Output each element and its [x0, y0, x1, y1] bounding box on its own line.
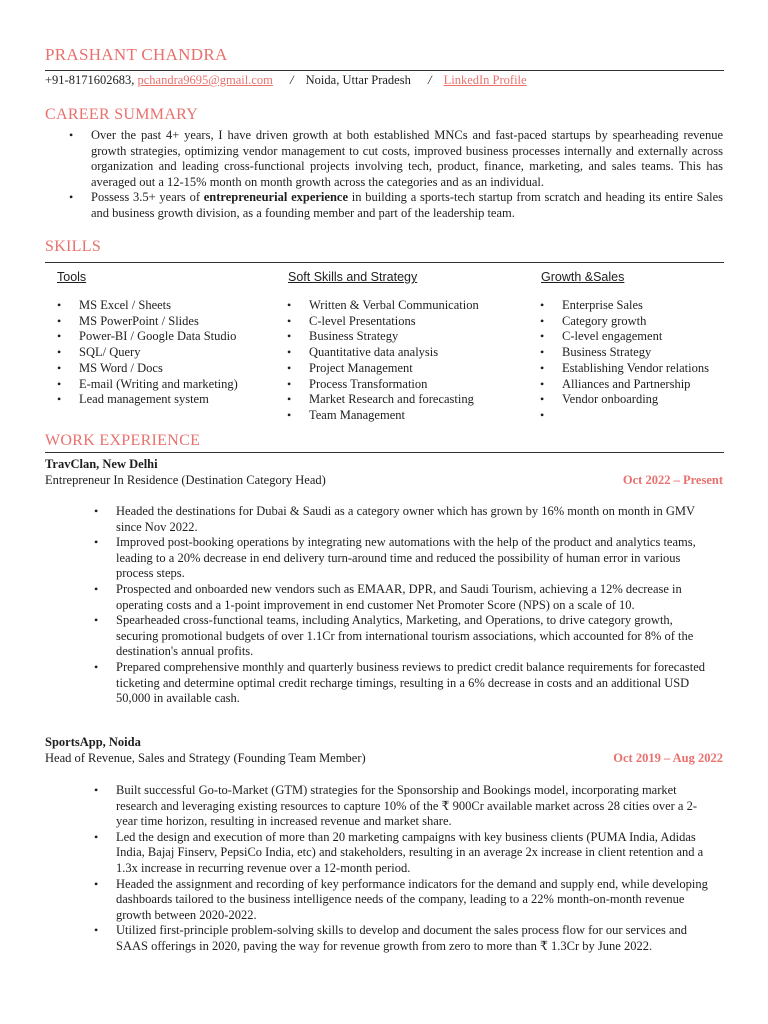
skill-item: • Category growth: [562, 314, 709, 330]
responsibility-item: • Headed the assignment and recording of key performance indicators for the demand and supply end, while developing dashboards tailored to the business intelligence needs of the company, leading to a 22% month-on-month revenue growth between 2020-2022.: [116, 877, 712, 924]
job-dates: Oct 2022 – Present: [622, 473, 723, 487]
skill-item: • Team Management: [309, 408, 479, 424]
skill-item: • Vendor onboarding: [562, 392, 709, 408]
skill-item: • Market Research and forecasting: [309, 392, 479, 408]
skill-item: • C-level Presentations: [309, 314, 479, 330]
skills-heading: SKILLS: [45, 238, 102, 255]
linkedin-link[interactable]: LinkedIn Profile: [443, 73, 527, 87]
skill-item: • Business Strategy: [309, 329, 479, 345]
skills-divider: [45, 262, 724, 263]
contact-separator: /: [290, 72, 294, 87]
skill-item: • Quantitative data analysis: [309, 345, 479, 361]
header-divider: [45, 70, 724, 71]
skills-column-soft-skills: [288, 270, 479, 424]
skills-column-heading: Growth &Sales: [541, 270, 625, 284]
summary-item: • Possess 3.5+ years of entrepreneurial experience in building a sports-tech startup from scratch and heading its entire Sales and business growth division, as a founding member and part of the leadership team.: [91, 190, 723, 221]
responsibility-item: • Utilized first-principle problem-solving skills to develop and document the sales process flow for our services and SAAS offerings in 2020, paving the way for revenue growth from zero to more than ₹ 1.3Cr by June 2022.: [116, 923, 712, 954]
job-responsibilities: [116, 504, 712, 707]
skills-column-heading: Soft Skills and Strategy: [288, 270, 418, 284]
skills-column-growth-sales: [541, 270, 709, 424]
candidate-name: PRASHANT CHANDRA: [45, 45, 228, 64]
phone-number: +91-8171602683,: [45, 73, 135, 87]
responsibility-item: • Led the design and execution of more than 20 marketing campaigns with key business clients (PUMA India, Adidas India, Bajaj Finserv, PepsiCo India, etc) and stakeholders, resulting in an average 2x increase in client retention and a 1.3x increase in recurring revenue over a 12-month period.: [116, 830, 712, 877]
skill-item: • Written & Verbal Communication: [309, 298, 479, 314]
responsibility-item: • Improved post-booking operations by integrating new automations with the help of the product and analytics teams, leading to a 20% decrease in end delivery turn-around time and reduced the possibility of human error in various process steps.: [116, 535, 712, 582]
summary-item: • Over the past 4+ years, I have driven growth at both established MNCs and fast-paced startups by spearheading revenue growth strategies, optimizing vendor management to cut costs, improved business processes internally and externally across organization and leading cross-functional projects involving tech, product, finance, marketing, and sales teams. This has averaged out a 12-15% month on month growth across the categories and as an individual.: [91, 128, 723, 190]
skills-list: [288, 298, 479, 424]
skill-item: • Power-BI / Google Data Studio: [79, 329, 238, 345]
skill-item: • Establishing Vendor relations: [562, 361, 709, 377]
contact-line: [45, 72, 527, 88]
location: Noida, Uttar Pradesh: [305, 73, 411, 87]
skill-item: • MS PowerPoint / Slides: [79, 314, 238, 330]
skills-list: [57, 298, 238, 408]
company-name: SportsApp, Noida: [45, 735, 141, 749]
job-role: Head of Revenue, Sales and Strategy (Founding Team Member): [45, 751, 366, 765]
email-link[interactable]: pchandra9695@gmail.com: [137, 73, 273, 87]
skill-item: • Project Management: [309, 361, 479, 377]
skill-item: • Alliances and Partnership: [562, 377, 709, 393]
company-name: TravClan, New Delhi: [45, 457, 158, 471]
work-experience-divider: [45, 452, 724, 453]
skill-item: • Enterprise Sales: [562, 298, 709, 314]
career-summary-heading: CAREER SUMMARY: [45, 106, 199, 123]
work-experience-heading: WORK EXPERIENCE: [45, 432, 201, 449]
career-summary-list: [91, 128, 723, 222]
job-responsibilities: [116, 783, 712, 955]
skill-item: • MS Word / Docs: [79, 361, 238, 377]
job-dates: Oct 2019 – Aug 2022: [613, 751, 723, 765]
contact-separator: /: [427, 72, 432, 87]
skills-column-tools: [57, 270, 238, 408]
responsibility-item: • Prepared comprehensive monthly and quarterly business reviews to predict credit balance requirements for forecasted ticketing and determine optimal credit recharge timings, resulting in a 6% decrease in costs and an additional USD 50,000 in available cash.: [116, 660, 712, 707]
skill-item: • SQL/ Query: [79, 345, 238, 361]
skill-item: • Lead management system: [79, 392, 238, 408]
skill-item: • E-mail (Writing and marketing): [79, 377, 238, 393]
job-role: Entrepreneur In Residence (Destination Category Head): [45, 473, 326, 487]
skills-list: [541, 298, 709, 424]
highlight-text: entrepreneurial experience: [203, 190, 348, 205]
skill-item: • C-level engagement: [562, 329, 709, 345]
skill-item: • MS Excel / Sheets: [79, 298, 238, 314]
responsibility-item: • Spearheaded cross-functional teams, including Analytics, Marketing, and Operations, to drive category growth, securing promotional budgets of over 1.1Cr from international tourism associations, which accounted for 8% of the destination's annual profits.: [116, 613, 712, 660]
responsibility-item: • Headed the destinations for Dubai & Saudi as a category owner which has grown by 16% month on month in GMV since Nov 2022.: [116, 504, 712, 535]
responsibility-item: • Prospected and onboarded new vendors such as EMAAR, DPR, and Saudi Tourism, achieving a 12% decrease in operating costs and a 1-point improvement in end customer Net Promoter Score (NPS) on a scale of 10.: [116, 582, 712, 613]
responsibility-item: • Built successful Go-to-Market (GTM) strategies for the Sponsorship and Bookings model, incorporating market research and leveraging existing resources to capture 10% of the ₹ 900Cr available market across 28 cities over a 2-year time horizon, resulting in increased revenue and market share.: [116, 783, 712, 830]
skill-item: • Business Strategy: [562, 345, 709, 361]
skill-item: • Process Transformation: [309, 377, 479, 393]
skill-item: [562, 408, 709, 424]
skills-column-heading: Tools: [57, 270, 87, 284]
